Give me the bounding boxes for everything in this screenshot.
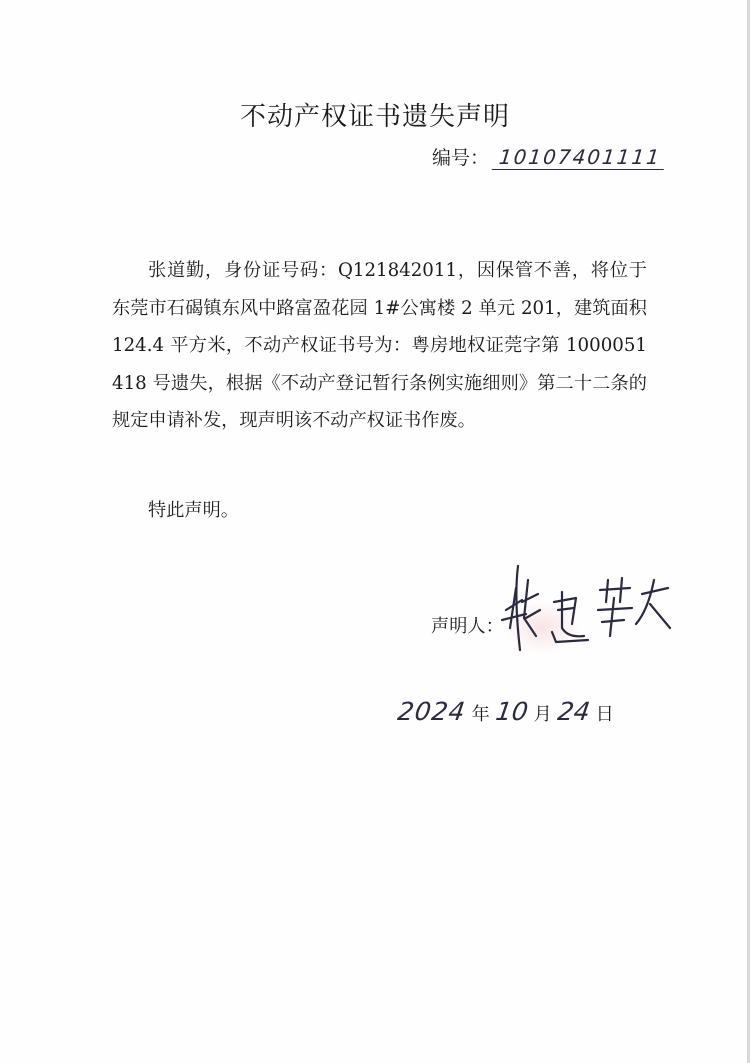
document-title: 不动产权证书遗失声明 bbox=[239, 102, 510, 132]
date-day-unit: 日 bbox=[595, 704, 614, 725]
date-year-unit: 年 bbox=[471, 704, 490, 725]
date-year: 2024 bbox=[395, 697, 468, 726]
serial-value-handwritten: 10107401111 bbox=[492, 145, 667, 170]
date-month: 10 bbox=[493, 697, 530, 726]
signature-date bbox=[395, 686, 620, 726]
serial-label: 编号： bbox=[432, 147, 490, 169]
date-month-unit: 月 bbox=[533, 704, 552, 725]
date-day: 24 bbox=[555, 697, 592, 726]
signer-label: 声明人： bbox=[431, 616, 504, 637]
closing-statement: 特此声明。 bbox=[148, 500, 239, 521]
serial-number bbox=[432, 143, 665, 170]
handwritten-signature bbox=[492, 558, 672, 653]
declaration-body: 张道勤，身份证号码：Q121842011，因保管不善，将位于东莞市石碣镇东风中路富盈花园 1#公寓楼 2 单元 201，建筑面积 124.4 平方米，不动产权证书号为：粤房地权证莞字第 1000051418 号遗失，根据《不动产登记暂行条例实施细则》第二十二条的规定申请补发，现声明该不动产权证书作废。 bbox=[112, 260, 647, 431]
